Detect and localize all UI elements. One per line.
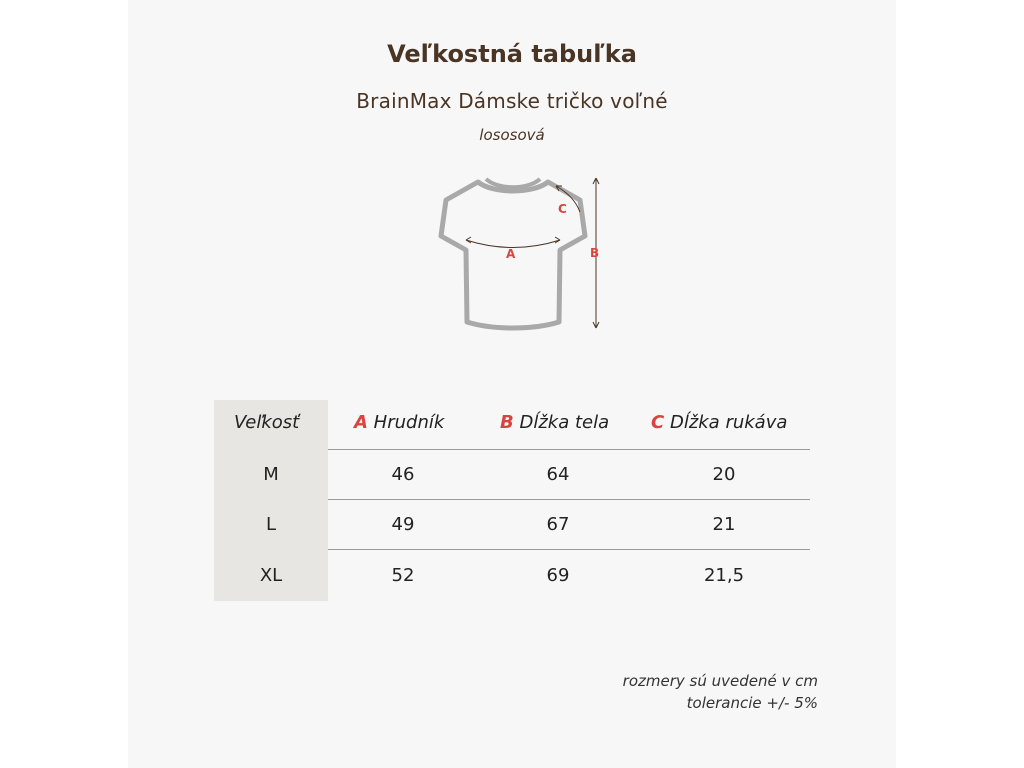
row-divider <box>328 499 810 500</box>
table-cell-chest: 52 <box>391 565 415 586</box>
measure-a-label: A <box>506 247 516 261</box>
table-cell-body-length: 69 <box>546 565 570 586</box>
table-cell-sleeve-length: 21 <box>712 514 736 535</box>
color-variant: lososová <box>479 126 545 144</box>
header-chest-letter: A <box>354 412 368 433</box>
table-cell-size: L <box>265 514 277 535</box>
measure-b-label: B <box>590 246 600 260</box>
tolerance-note: tolerancie +/- 5% <box>686 694 818 712</box>
tshirt-measurement-diagram <box>418 170 608 335</box>
product-name: BrainMax Dámske tričko voľné <box>356 89 668 113</box>
page-title: Veľkostná tabuľka <box>387 40 637 68</box>
table-cell-chest: 46 <box>391 464 415 485</box>
measure-c-label: C <box>558 202 567 216</box>
tshirt-collar <box>486 179 540 187</box>
row-divider <box>328 449 810 450</box>
table-cell-chest: 49 <box>391 514 415 535</box>
table-cell-sleeve-length: 21,5 <box>703 565 745 586</box>
header-sleeve-length <box>651 412 787 433</box>
header-size: Veľkosť <box>234 412 300 433</box>
table-cell-sleeve-length: 20 <box>712 464 736 485</box>
unit-note: rozmery sú uvedené v cm <box>622 672 818 690</box>
header-body-length-letter: B <box>500 412 514 433</box>
row-divider <box>328 549 810 550</box>
table-cell-body-length: 67 <box>546 514 570 535</box>
header-sleeve-length-label: Dĺžka rukáva <box>669 412 788 433</box>
table-cell-body-length: 64 <box>546 464 570 485</box>
table-cell-size: M <box>263 464 279 485</box>
size-chart-card <box>128 0 896 768</box>
table-cell-size: XL <box>259 565 283 586</box>
header-chest <box>354 412 444 433</box>
header-sleeve-length-letter: C <box>651 412 665 433</box>
header-body-length-label: Dĺžka tela <box>519 412 610 433</box>
header-chest-label: Hrudník <box>373 412 445 433</box>
header-body-length <box>500 412 609 433</box>
